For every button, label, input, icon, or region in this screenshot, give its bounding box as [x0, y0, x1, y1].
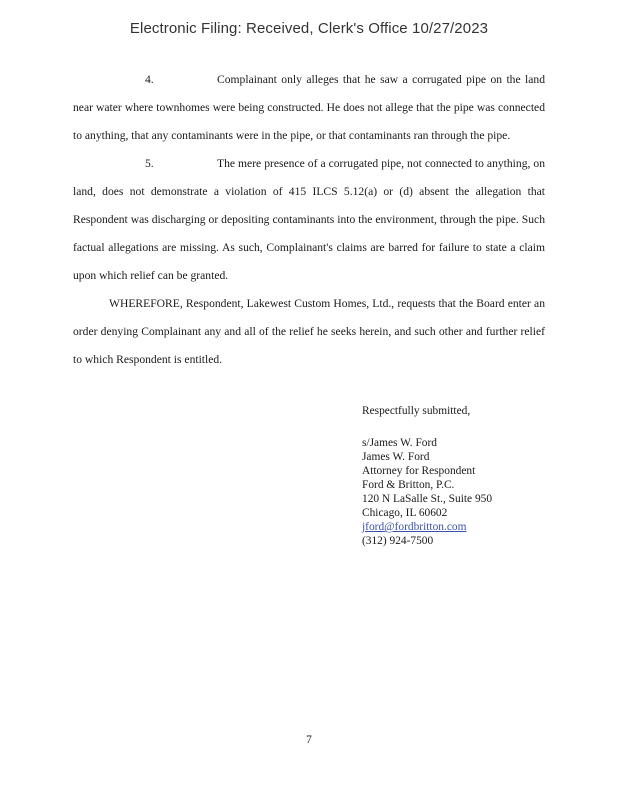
attorney-role: Attorney for Respondent — [362, 465, 476, 477]
wherefore-paragraph — [73, 290, 545, 374]
firm-street: 120 N LaSalle St., Suite 950 — [362, 493, 493, 505]
paragraph-text: Complainant only alleges that he saw a corrugated pipe on the land near water where townhomes were being constructed. He does not allege that the pipe was connected to anything, that any contaminants were in the pipe, or that contaminants ran through the pipe. — [73, 73, 545, 142]
attorney-name: James W. Ford — [362, 451, 430, 463]
paragraph-5 — [73, 150, 545, 290]
page-number: 7 — [306, 734, 312, 746]
closing-line: Respectfully submitted, — [362, 405, 471, 417]
firm-city: Chicago, IL 60602 — [362, 507, 448, 519]
filing-stamp: Electronic Filing: Received, Clerk's Office 10/27/2023 — [129, 20, 489, 37]
paragraph-text: WHEREFORE, Respondent, Lakewest Custom Homes, Ltd., requests that the Board enter an order denying Complainant any and all of the relief he seeks herein, and such other and further relief to which Respondent is entitled. — [73, 297, 545, 366]
firm-name: Ford & Britton, P.C. — [362, 479, 455, 491]
paragraph-number: 4. — [145, 73, 154, 86]
paragraph-text: The mere presence of a corrugated pipe, not connected to anything, on land, does not demonstrate a violation of 415 ILCS 5.12(a) or (d) absent the allegation that Respondent was discharging or depositing contaminants into the environment, through the pipe. Such factual allegations are missing. As such, Complainant's claims are barred for failure to state a claim upon which relief can be granted. — [73, 157, 545, 282]
signature-block — [362, 404, 492, 548]
phone-number: (312) 924-7500 — [362, 535, 434, 547]
paragraph-number: 5. — [145, 157, 154, 170]
email-link[interactable]: jford@fordbritton.com — [362, 521, 467, 533]
e-signature: s/James W. Ford — [362, 437, 437, 449]
paragraph-4 — [73, 66, 545, 150]
